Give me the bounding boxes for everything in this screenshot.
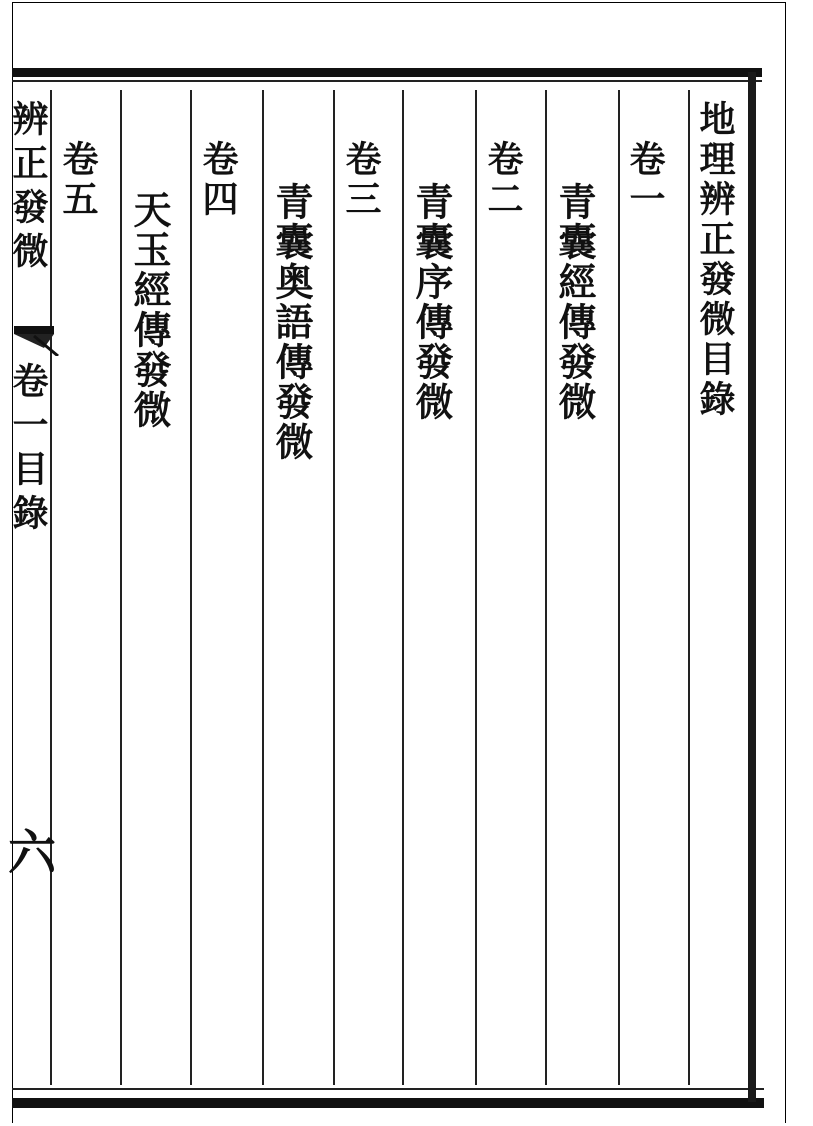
right-border [748,72,756,1102]
contents-title: 地理辨正發微目錄 [694,100,736,420]
volume-entry: 青囊奥語傳發微 [269,182,314,462]
bottom-border [12,1098,764,1108]
column-rule [475,90,477,1085]
volume-label: 卷一 [624,140,666,220]
volume-entry: 青囊經傳發微 [552,182,597,422]
column-rule [688,90,690,1085]
volume-entry: 天玉經傳發微 [127,190,172,430]
top-border-inner [12,80,762,82]
volume-label: 卷四 [197,140,239,220]
page-frame [7,2,786,1123]
column-rule [545,90,547,1085]
margin-section: 卷一目錄 [7,362,49,538]
column-rule [402,90,404,1085]
bottom-border-inner [12,1088,764,1090]
fish-tail-mark-icon [14,326,60,356]
volume-label: 卷五 [57,140,99,220]
margin-book-name: 辨正發微 [7,100,49,276]
page-number: 六 [8,825,57,881]
volume-label: 卷三 [340,140,382,220]
column-rule [50,90,52,1085]
column-rule [262,90,264,1085]
volume-label: 卷二 [482,140,524,220]
column-rule [190,90,192,1085]
column-rule [120,90,122,1085]
column-rule [618,90,620,1085]
column-rule [333,90,335,1085]
volume-entry: 青囊序傳發微 [409,182,454,422]
top-border [12,68,762,77]
